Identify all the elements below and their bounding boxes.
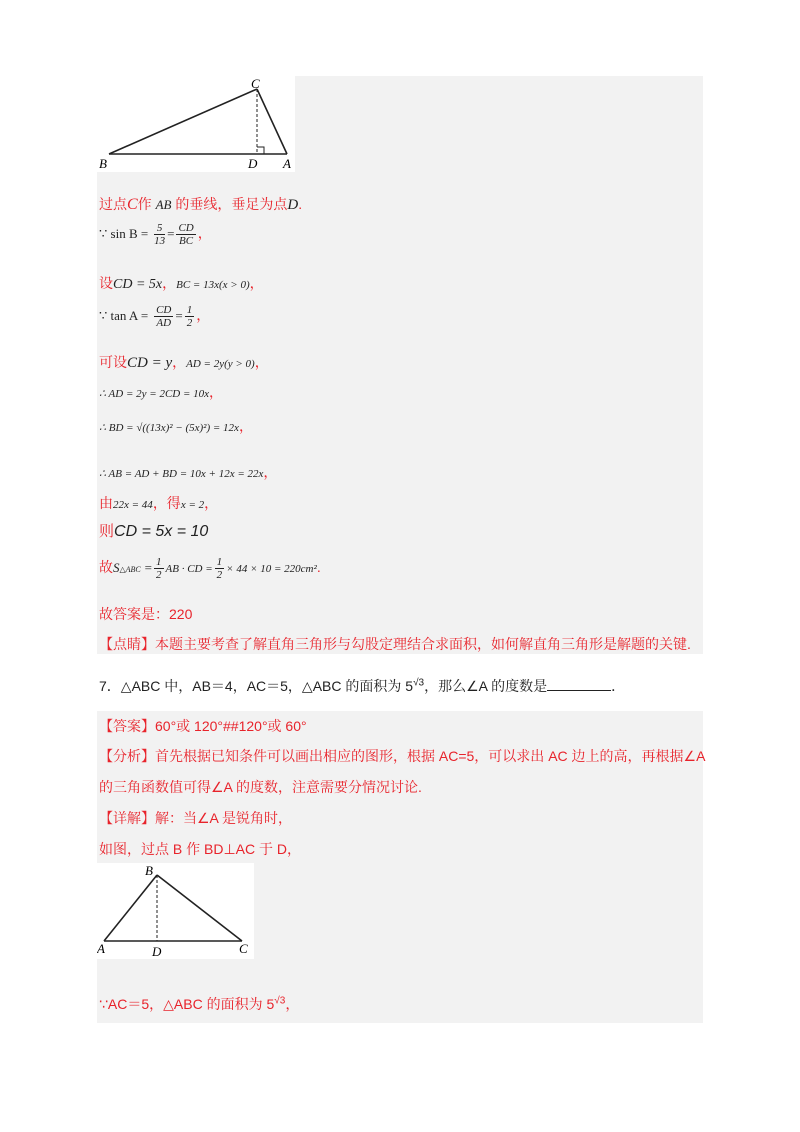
solution-line-3: 设CD = 5x，BC = 13x(x > 0)， [99, 275, 264, 292]
solution-line-1: 过点C作 AB 的垂线，垂足为点D. [99, 196, 303, 213]
solution-line-11: 故S△ABC = $\frac{1}{2}$ AB · CD = $\frac{1}{2}$ × 44 × 10 = 220cm². [99, 556, 321, 581]
comment-line: 【点睛】本题主要考查了解直角三角形与勾股定理结合求面积，如何解直角三角形是解题的关键. [99, 636, 691, 652]
analysis-line-1: 【分析】首先根据已知条件可以画出相应的图形，根据 AC=5，可以求出 AC 边上的高，再根据∠A [99, 748, 706, 764]
label-C: C [251, 76, 260, 91]
answer-line: 故答案是：220 [99, 606, 193, 622]
solution-line-6: ∴ AD = 2y = 2CD = 10x， [99, 384, 224, 400]
analysis-line-2: 的三角函数值可得∠A 的度数，注意需要分情况讨论. [99, 779, 422, 795]
solution-line-2: ∵ sin B = $\frac{5}{13}$ = $\frac{CD}{BC}$ ， [99, 222, 212, 247]
solution-line-8: ∴ AB = AD + BD = 10x + 12x = 22x， [99, 464, 278, 480]
detail-line: 【详解】解：当∠A 是锐角时， [99, 810, 293, 826]
figure-note-line: 如图，过点 B 作 BD⊥AC 于 D， [99, 841, 301, 857]
label-D: D [248, 156, 258, 171]
label-A: A [283, 156, 291, 171]
label-A: A [97, 941, 105, 956]
solution-line-4: ∵ tan A = $\frac{CD}{AD}$ = $\frac{1}{2}$ ， [99, 304, 211, 329]
label-B: B [99, 156, 107, 171]
answer-7: 【答案】60°或 120°##120°或 60° [99, 718, 307, 734]
last-line: ∵AC＝5，△ABC 的面积为 $5^{√3}$， [99, 995, 300, 1012]
solution-line-10: 则CD = 5x = 10 [99, 523, 209, 540]
question-7: 7．△ABC 中，AB＝4，AC＝5，△ABC 的面积为 $5^{√3}$，那么∠A 的度数是 ． [99, 677, 626, 694]
solution-line-7: ∴ BD = √((13x)² − (5x)²) = 12x， [99, 418, 253, 434]
solution-line-9: 由22x = 44，得x = 2， [99, 495, 219, 511]
answer-blank[interactable] [547, 678, 611, 691]
label-D: D [152, 944, 162, 959]
triangle-figure-2 [97, 863, 254, 959]
solution-line-5: 可设CD = y，AD = 2y(y > 0)， [99, 354, 269, 371]
triangle-figure-1 [97, 76, 295, 172]
label-B: B [145, 863, 153, 878]
label-C: C [239, 941, 248, 956]
